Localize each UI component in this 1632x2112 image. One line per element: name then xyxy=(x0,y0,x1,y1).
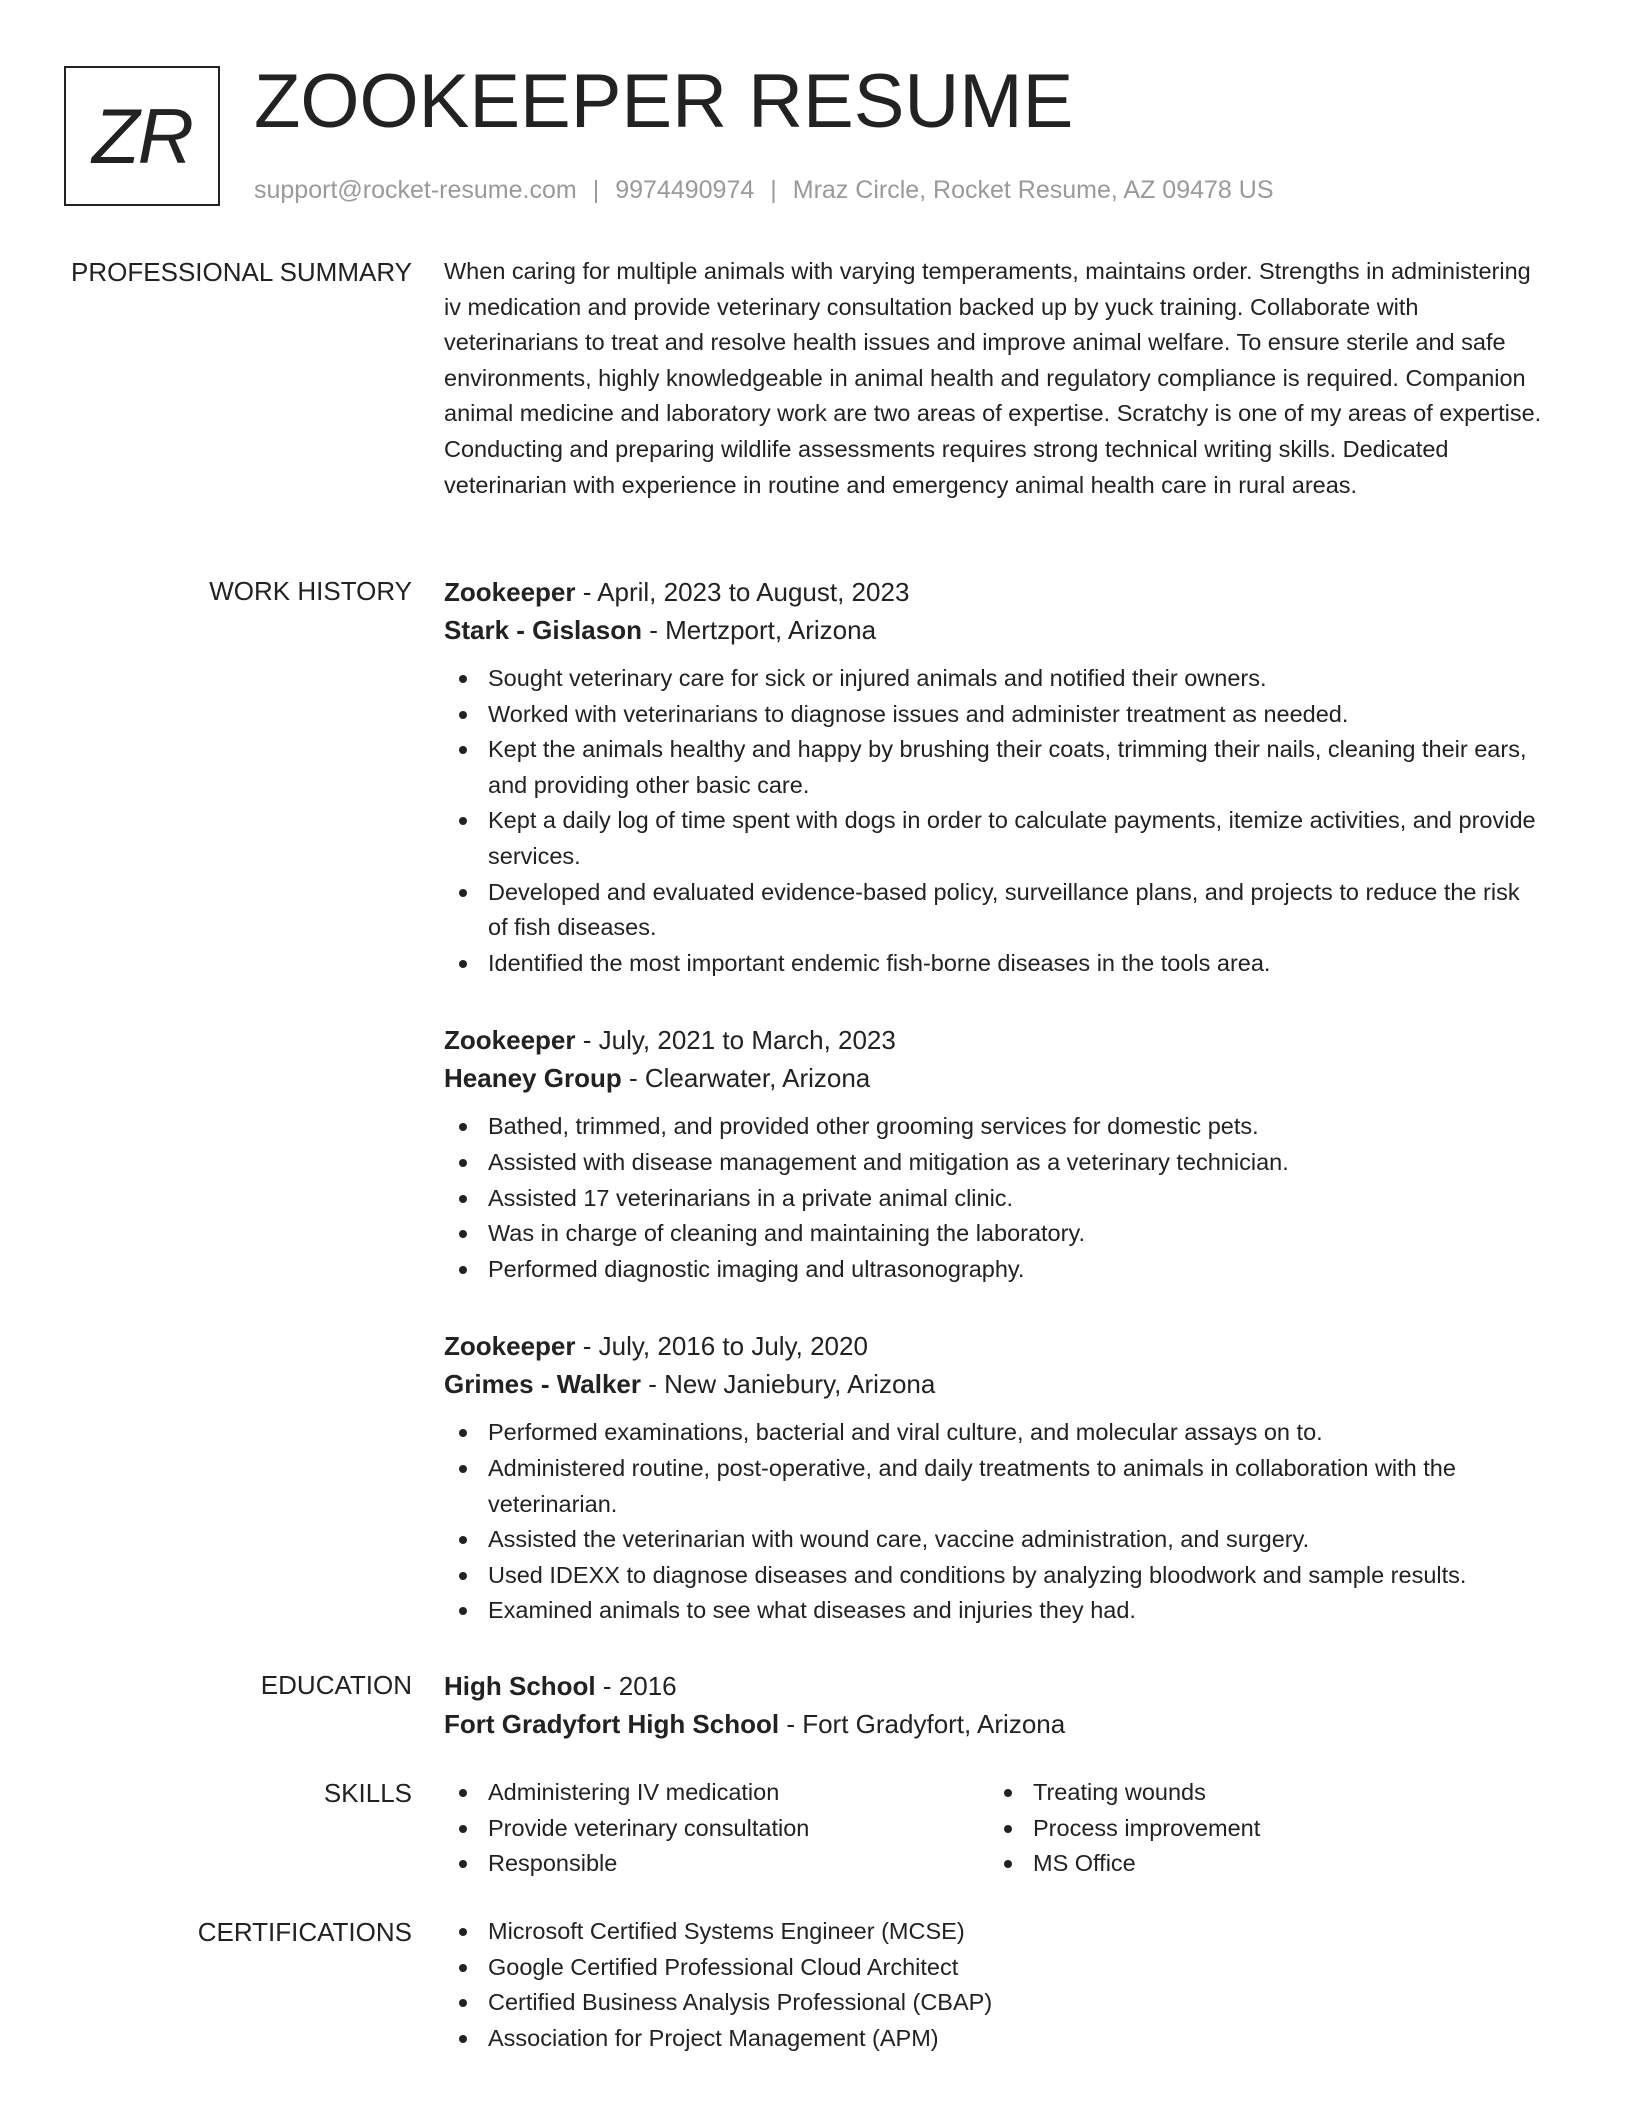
job-location: - Mertzport, Arizona xyxy=(641,615,877,645)
job-employer xyxy=(444,611,1544,649)
job-employer xyxy=(444,1365,1544,1403)
job-company: Heaney Group xyxy=(444,1063,622,1094)
job-heading xyxy=(444,573,1544,611)
section-heading: EDUCATION xyxy=(260,1670,412,1700)
bullet-item: Performed examinations, bacterial and viral culture, and molecular assays on to. xyxy=(444,1415,1544,1451)
contact-email: support@rocket-resume.com xyxy=(254,176,577,204)
skills-column-right xyxy=(989,1775,1534,1882)
certification-item: Microsoft Certified Systems Engineer (MCSE) xyxy=(444,1914,1544,1950)
section-heading: PROFESSIONAL SUMMARY xyxy=(71,257,412,287)
job-heading xyxy=(444,1021,1544,1059)
bullet-item: Kept a daily log of time spent with dogs in order to calculate payments, itemize activities, and provide services. xyxy=(444,803,1544,874)
skill-item: Process improvement xyxy=(989,1811,1534,1847)
job-bullets xyxy=(444,661,1544,981)
job-dates: - July, 2021 to March, 2023 xyxy=(575,1025,896,1056)
education-school: Fort Gradyfort High School xyxy=(444,1709,780,1739)
skill-item: Administering IV medication xyxy=(444,1775,989,1811)
bullet-item: Assisted the veterinarian with wound care, vaccine administration, and surgery. xyxy=(444,1522,1544,1558)
skill-item: Provide veterinary consultation xyxy=(444,1811,989,1847)
contact-address: Mraz Circle, Rocket Resume, AZ 09478 US xyxy=(792,176,1274,204)
bullet-item: Identified the most important endemic fish-borne diseases in the tools area. xyxy=(444,946,1544,982)
skills-column-left xyxy=(444,1775,989,1882)
job-location: - New Janiebury, Arizona xyxy=(641,1369,936,1400)
contact-separator: | xyxy=(592,176,600,204)
bullet-item: Used IDEXX to diagnose diseases and conditions by analyzing bloodwork and sample results. xyxy=(444,1558,1544,1594)
job-title: Zookeeper xyxy=(444,1025,576,1056)
job-entry xyxy=(444,573,1544,981)
certification-item: Google Certified Professional Cloud Architect xyxy=(444,1950,1544,1986)
certification-item: Association for Project Management (APM) xyxy=(444,2021,1544,2057)
bullet-item: Administered routine, post-operative, and daily treatments to animals in collaboration with the veterinarian. xyxy=(444,1451,1544,1522)
bullet-item: Assisted 17 veterinarians in a private animal clinic. xyxy=(444,1181,1544,1217)
job-dates: - July, 2016 to July, 2020 xyxy=(575,1331,868,1362)
job-heading xyxy=(444,1327,1544,1365)
certification-item: Certified Business Analysis Professional (CBAP) xyxy=(444,1985,1544,2021)
skill-item: Treating wounds xyxy=(989,1775,1534,1811)
job-entry xyxy=(444,1021,1544,1287)
bullet-item: Kept the animals healthy and happy by brushing their coats, trimming their nails, cleaning their ears, and providing other basic care. xyxy=(444,732,1544,803)
bullet-item: Performed diagnostic imaging and ultrasonography. xyxy=(444,1252,1544,1288)
resume-title: ZOOKEEPER RESUME xyxy=(254,59,1074,144)
job-title: Zookeeper xyxy=(444,1331,576,1362)
skill-item: MS Office xyxy=(989,1846,1534,1882)
job-company: Grimes - Walker xyxy=(444,1369,642,1400)
bullet-item: Bathed, trimmed, and provided other grooming services for domestic pets. xyxy=(444,1109,1544,1145)
job-employer xyxy=(444,1059,1544,1097)
bullet-item: Examined animals to see what diseases and injuries they had. xyxy=(444,1593,1544,1629)
bullet-item: Developed and evaluated evidence-based policy, surveillance plans, and projects to reduce the risk of fish diseases. xyxy=(444,875,1544,946)
summary-text: When caring for multiple animals with varying temperaments, maintains order. Strengths in administering iv medication and provide veterinary consultation backed up by yuck training. Collaborate with veterinarians to treat and resolve health issues and improve animal welfare. To ensure sterile and safe environments, highly knowledgeable in animal health and regulatory compliance is required. Companion animal medicine and laboratory work are two areas of expertise. Scratchy is one of my areas of expertise. Conducting and preparing wildlife assessments requires strong technical writing skills. Dedicated veterinarian with experience in routine and emergency animal health care in rural areas. xyxy=(444,258,1542,498)
education-location: - Fort Gradyfort, Arizona xyxy=(779,1709,1066,1739)
education-year: - 2016 xyxy=(595,1671,677,1701)
skills-grid xyxy=(444,1775,1544,1882)
job-dates: - April, 2023 to August, 2023 xyxy=(575,577,910,607)
bullet-item: Assisted with disease management and mitigation as a veterinary technician. xyxy=(444,1145,1544,1181)
bullet-item: Was in charge of cleaning and maintaining the laboratory. xyxy=(444,1216,1544,1252)
job-title: Zookeeper xyxy=(444,577,576,607)
contact-separator: | xyxy=(770,176,777,204)
section-heading: CERTIFICATIONS xyxy=(197,1917,412,1947)
education-degree: High School xyxy=(444,1671,596,1701)
education-degree-line xyxy=(444,1667,1544,1705)
bullet-item: Worked with veterinarians to diagnose issues and administer treatment as needed. xyxy=(444,697,1544,733)
contact-phone: 9974490974 xyxy=(615,176,755,204)
education-school-line xyxy=(444,1705,1544,1743)
job-location: - Clearwater, Arizona xyxy=(621,1063,871,1094)
job-entry xyxy=(444,1327,1544,1629)
section-heading: WORK HISTORY xyxy=(209,576,412,606)
certifications-list xyxy=(444,1914,1544,2056)
section-heading: SKILLS xyxy=(323,1778,412,1808)
monogram-badge: ZR xyxy=(64,66,220,206)
skill-item: Responsible xyxy=(444,1846,989,1882)
bullet-item: Sought veterinary care for sick or injured animals and notified their owners. xyxy=(444,661,1544,697)
job-company: Stark - Gislason xyxy=(444,615,642,645)
job-bullets xyxy=(444,1415,1544,1629)
contact-line xyxy=(254,172,1274,208)
job-bullets xyxy=(444,1109,1544,1287)
